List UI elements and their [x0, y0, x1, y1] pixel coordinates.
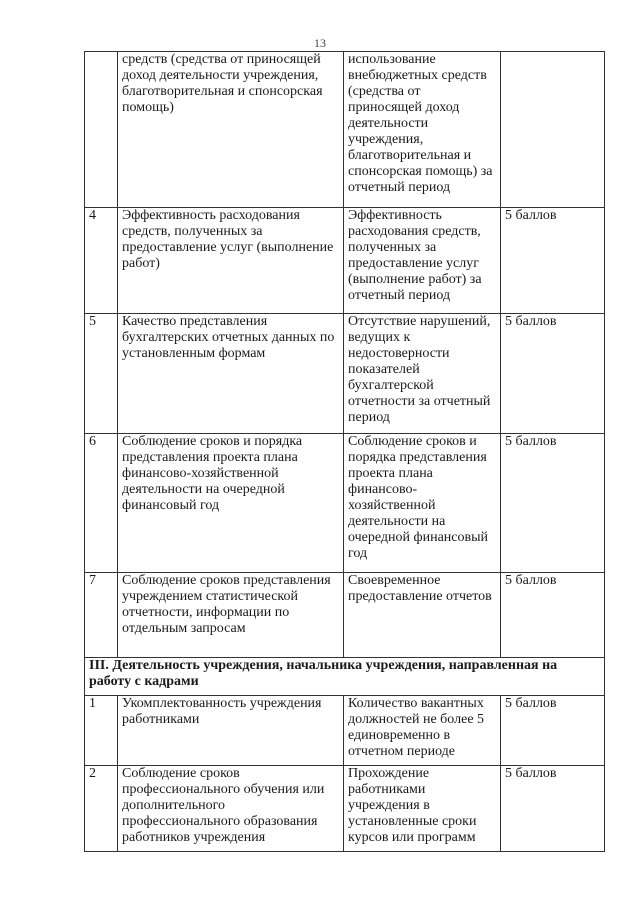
criterion-cell: Соблюдение сроков и порядка представления проекта плана финансово-хозяйственной деятельности на очередной финансовый год [118, 434, 344, 573]
score-cell [501, 52, 605, 208]
table-row [85, 314, 605, 434]
indicator-cell: Своевременное предоставление отчетов [344, 573, 501, 658]
indicator-cell: Прохождение работниками учреждения в установленные сроки курсов или программ [344, 766, 501, 852]
row-number: 1 [85, 696, 118, 766]
score-cell: 5 баллов [501, 573, 605, 658]
criterion-cell: средств (средства от приносящей доход деятельности учреждения, благотворительная и спонсорская помощь) [118, 52, 344, 208]
row-number [85, 52, 118, 208]
indicator-cell: Эффективность расходования средств, полученных за предоставление услуг (выполнение работ) за отчетный период [344, 208, 501, 314]
row-number: 6 [85, 434, 118, 573]
indicator-cell: Соблюдение сроков и порядка представления проекта плана финансово-хозяйственной деятельности на очередной финансовый год [344, 434, 501, 573]
indicator-cell: Количество вакантных должностей не более 5 единовременно в отчетном периоде [344, 696, 501, 766]
page-number: 13 [314, 36, 326, 50]
table-row [85, 434, 605, 573]
score-cell: 5 баллов [501, 766, 605, 852]
criterion-cell: Эффективность расходования средств, полученных за предоставление услуг (выполнение работ) [118, 208, 344, 314]
indicator-cell: Отсутствие нарушений, ведущих к недостоверности показателей бухгалтерской отчетности за отчетный период [344, 314, 501, 434]
row-number: 7 [85, 573, 118, 658]
criterion-cell: Качество представления бухгалтерских отчетных данных по установленным формам [118, 314, 344, 434]
indicator-cell: использование внебюджетных средств (средства от приносящей доход деятельности учреждения, благотворительная и спонсорская помощь) за отчетный период [344, 52, 501, 208]
table-row [85, 573, 605, 658]
table-row [85, 766, 605, 852]
score-cell: 5 баллов [501, 208, 605, 314]
table-row [85, 696, 605, 766]
criterion-cell: Соблюдение сроков профессионального обучения или дополнительного профессионального образования работников учреждения [118, 766, 344, 852]
row-number: 2 [85, 766, 118, 852]
criterion-cell: Укомплектованность учреждения работниками [118, 696, 344, 766]
score-cell: 5 баллов [501, 696, 605, 766]
criteria-table [84, 51, 605, 852]
row-number: 4 [85, 208, 118, 314]
section-heading-row [85, 658, 605, 696]
criterion-cell: Соблюдение сроков представления учреждением статистической отчетности, информации по отдельным запросам [118, 573, 344, 658]
row-number: 5 [85, 314, 118, 434]
table-row [85, 52, 605, 208]
score-cell: 5 баллов [501, 314, 605, 434]
table-row [85, 208, 605, 314]
section-heading: III. Деятельность учреждения, начальника учреждения, направленная на работу с кадрами [85, 658, 605, 696]
score-cell: 5 баллов [501, 434, 605, 573]
